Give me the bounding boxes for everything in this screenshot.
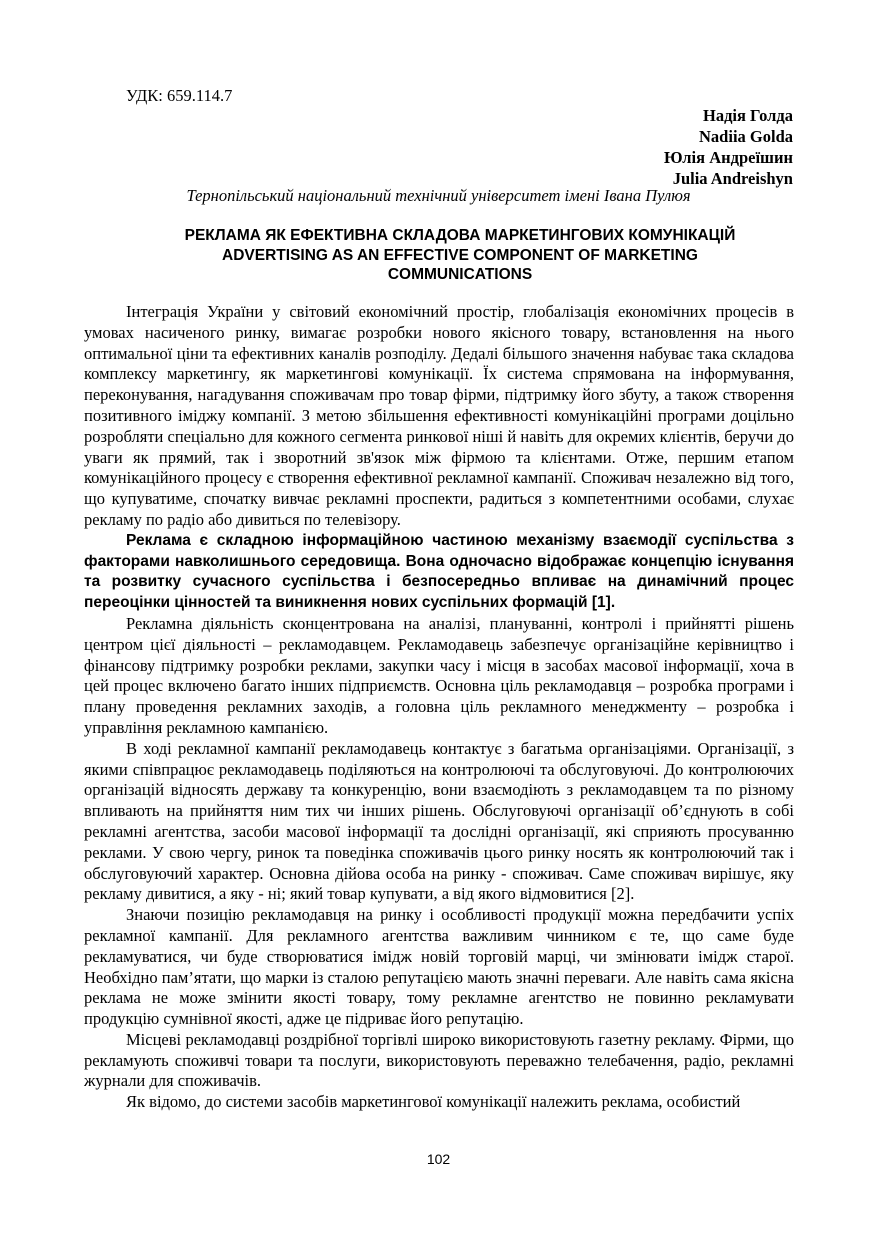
author-name: Юлія Андреїшин bbox=[663, 148, 793, 167]
udk-code: УДК: 659.114.7 bbox=[126, 86, 233, 105]
author-name: Julia Andreishyn bbox=[672, 169, 793, 188]
paragraph-1: Інтеграція України у світовий економічний простір, глобалізація економічних процесів в умовах насиченого ринку, вимагає розробки нового якісного товару, встановлення на нього оптимальної ціни та ефективних каналів розподілу. Дедалі більшого значення набуває така складова комплексу маркетингу, як маркетингові комунікації. Їх система спрямована на інформування, переконування, нагадування споживачам про товар фірми, підтримку його збуту, а також створення позитивного іміджу компанії. З метою збільшення ефективності комунікаційні програми доцільно розробляти спеціально для кожного сегмента ринкової ніші й навіть для окремих клієнтів, беручи до уваги як прямий, так і зворотний зв'язок між фірмою та клієнтами. Отже, першим етапом комунікаційного процесу є створення ефективної рекламної кампанії. Споживач незалежно від того, що купуватиме, спочатку вивчає рекламні проспекти, радиться з компетентними особами, слухає рекламу по радіо або дивиться по телевізору. bbox=[84, 302, 794, 529]
paragraph-2-bold: Реклама є складною інформаційною частиною механізму взаємодії суспільства з факторами навколишнього середовища. Вона одночасно відображає концепцію існування та розвитку сучасного суспільства і безпосередньо впливає на динамічний процес переоцінки цінностей та виникнення нових суспільних формацій [1]. bbox=[84, 531, 794, 612]
paragraph-4: В ході рекламної кампанії рекламодавець контактує з багатьма організаціями. Організації, з якими співпрацює рекламодавець поділяються на контролюючі та обслуговуючі. До контролюючих організацій відносять державу та конкуренцію, вони взаємодіють з рекламодавцем та по різному впливають на прийняття ним тих чи інших рішень. Обслуговуючі організації об’єднують в собі рекламні агентства, засоби масової інформації та дослідні організації, які сприяють просуванню реклами. У свою чергу, ринок та поведінка споживачів цього ринку носять як контролюючий так і обслуговуючий характер. Основна дійова особа на ринку - споживач. Саме споживач вирішує, яку рекламу дивитися, а яку - ні; який товар купувати, а від якого відмовитися [2]. bbox=[84, 738, 794, 904]
author-name: Надія Голда bbox=[702, 106, 793, 125]
paragraph-3: Рекламна діяльність сконцентрована на аналізі, плануванні, контролі і прийнятті рішень центром цієї діяльності – рекламодавцем. Рекламодавець забезпечує організаційне керівництво і фінансову підтримку розробки реклами, закупки часу і місця в засобах масової інформації, хоча в цей процес включено багато інших підприємств. Основна ціль рекламодавця – розробка програми і плану проведення рекламних заходів, а головна ціль рекламного менеджменту – розробка і управління рекламною кампанією. bbox=[84, 613, 794, 737]
paragraph-7: Як відомо, до системи засобів маркетингової комунікації належить реклама, особистий bbox=[126, 1092, 741, 1112]
paper-title bbox=[110, 226, 810, 285]
page-number: 102 bbox=[426, 1151, 451, 1167]
body-text bbox=[84, 302, 794, 1113]
affiliation: Тернопільський національний технічний університет імені Івана Пулюя bbox=[186, 186, 691, 205]
author-name: Nadiia Golda bbox=[699, 127, 793, 146]
paragraph-6: Місцеві рекламодавці роздрібної торгівлі широко використовують газетну рекламу. Фірми, що рекламують споживчі товари та послуги, використовують переважно телебачення, радіо, рекламні журнали для споживачів. bbox=[84, 1029, 794, 1091]
title-en-line-1: ADVERTISING AS AN EFFECTIVE COMPONENT OF MARKETING bbox=[222, 246, 698, 264]
author-list bbox=[664, 105, 793, 189]
paragraph-5: Знаючи позицію рекламодавця на ринку і особливості продукції можна передбачити успіх рекламної кампанії. Для рекламного агентства важливим чинником є те, що саме буде рекламуватися, чи буде створюватися імідж новій торговій марці, чи змінювати імідж старої. Необхідно пам’ятати, що марки із сталою репутацією мають значні переваги. Але навіть сама якісна реклама не може змінити якості товару, тому рекламне агентство не повинно рекламувати продукцію сумнівної якості, адже це підриває його репутацію. bbox=[84, 905, 794, 1029]
title-en-line-2: COMMUNICATIONS bbox=[387, 266, 533, 283]
title-ua: РЕКЛАМА ЯК ЕФЕКТИВНА СКЛАДОВА МАРКЕТИНГОВИХ КОМУНІКАЦІЙ bbox=[184, 227, 736, 244]
